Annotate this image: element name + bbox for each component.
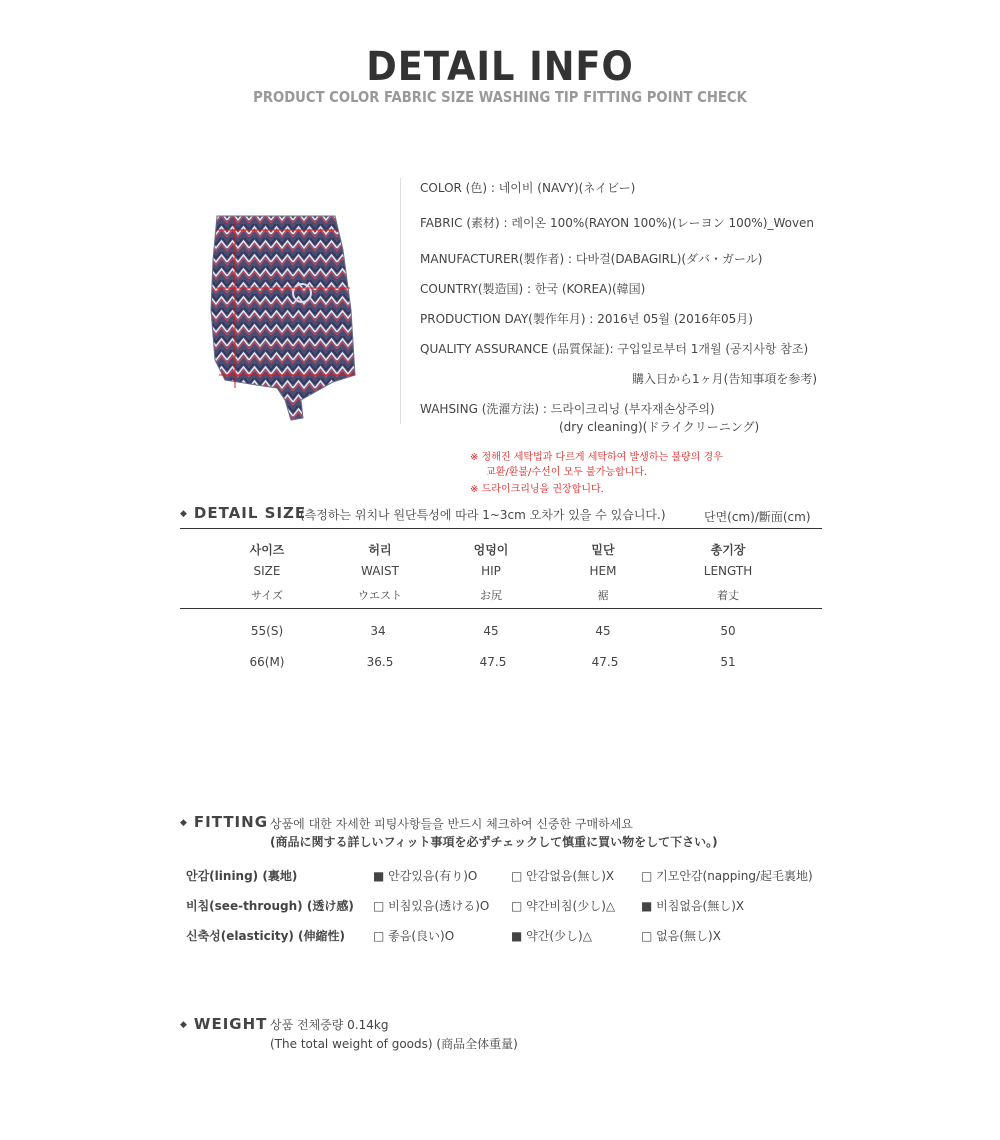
info-quality-jp: 購入日から1ヶ月(告知事項を参考) — [632, 372, 817, 386]
fitting-option: □ 좋음(良い)O — [373, 929, 455, 943]
size-unit: 단면(cm)/斷面(cm) — [704, 510, 811, 524]
table-cell: 47.5 — [591, 655, 619, 669]
th-kr-waist: 허리 — [368, 543, 392, 557]
fitting-option: □ 비침있음(透ける)O — [373, 899, 490, 913]
fitting-label-elasticity: 신축성(elasticity) (伸縮性) — [186, 929, 346, 943]
th-en-size: SIZE — [253, 564, 281, 578]
skirt-product-image — [205, 210, 365, 425]
fitting-option: □ 기모안감(napping/起毛裏地) — [641, 869, 813, 883]
info-washing: WAHSING (洗濯方法) : 드라이크리닝 (부자재손상주의) — [420, 402, 715, 416]
info-fabric: FABRIC (素材) : 레이온 100%(RAYON 100%)(レーヨン 100%)_Woven — [420, 216, 815, 230]
th-kr-hip: 엉덩이 — [473, 543, 509, 557]
divider-line — [400, 178, 401, 424]
table-cell: 47.5 — [479, 655, 507, 669]
info-color: COLOR (色) : 네이비 (NAVY)(ネイビー) — [420, 181, 636, 195]
fitting-label-lining: 안감(lining) (裏地) — [186, 869, 298, 883]
diamond-bullet-icon: ◆ — [180, 1020, 188, 1030]
table-cell: 51 — [720, 655, 736, 669]
size-note: (측정하는 위치나 원단특성에 따라 1~3cm 오차가 있을 수 있습니다.) — [300, 508, 666, 522]
fitting-option: ■ 비침없음(無し)X — [641, 899, 745, 913]
fitting-option: ■ 약간(少し)△ — [511, 929, 592, 943]
diamond-bullet-icon: ◆ — [180, 509, 188, 519]
th-jp-hem: 裾 — [597, 589, 609, 602]
th-kr-size: 사이즈 — [249, 543, 285, 557]
table-cell: 55(S) — [250, 624, 284, 638]
table-top-rule — [180, 528, 822, 529]
table-cell: 45 — [483, 624, 499, 638]
table-cell: 66(M) — [249, 655, 285, 669]
th-jp-length: 着丈 — [717, 589, 739, 602]
th-en-waist: WAIST — [361, 564, 399, 578]
warning-line-3: ※ 드라이크리닝을 권장합니다. — [470, 484, 604, 495]
page-title: DETAIL INFO — [366, 44, 634, 90]
th-en-hem: HEM — [589, 564, 617, 578]
table-cell: 50 — [720, 624, 736, 638]
detail-size-heading: ◆ DETAIL SIZE — [180, 504, 307, 522]
warning-line-1: ※ 정해진 세탁법과 다르게 세탁하여 발생하는 불량의 경우 — [470, 452, 723, 463]
th-jp-hip: お尻 — [480, 589, 502, 602]
table-cell: 36.5 — [366, 655, 394, 669]
warning-line-2: 교환/환불/수선이 모두 불가능합니다. — [486, 467, 648, 478]
table-cell: 34 — [370, 624, 386, 638]
fitting-label-see-through: 비침(see-through) (透け感) — [186, 899, 354, 913]
page-subtitle: PRODUCT COLOR FABRIC SIZE WASHING TIP FITTING POINT CHECK — [253, 88, 747, 106]
th-kr-length: 총기장 — [710, 543, 746, 557]
fitting-option: □ 없음(無し)X — [641, 929, 721, 943]
info-country: COUNTRY(製造国) : 한국 (KOREA)(韓国) — [420, 282, 646, 296]
fitting-option: □ 안감없음(無し)X — [511, 869, 615, 883]
th-jp-waist: ウエスト — [358, 589, 402, 602]
info-quality: QUALITY ASSURANCE (品質保証): 구입일로부터 1개월 (공지사항 참조) — [420, 342, 809, 356]
weight-en: (The total weight of goods) (商品全体重量) — [270, 1037, 518, 1051]
th-en-hip: HIP — [481, 564, 501, 578]
fitting-desc-kr: 상품에 대한 자세한 피팅사항들을 반드시 체크하여 신중한 구매하세요 — [270, 817, 633, 831]
fitting-heading: ◆ FITTING — [180, 813, 269, 831]
diamond-bullet-icon: ◆ — [180, 818, 188, 828]
info-washing-jp: (dry cleaning)(ドライクリーニング) — [559, 420, 760, 434]
th-jp-size: サイズ — [250, 589, 284, 602]
info-production: PRODUCTION DAY(製作年月) : 2016년 05월 (2016年05月) — [420, 312, 753, 326]
info-manufacturer: MANUFACTURER(製作者) : 다바걸(DABAGIRL)(ダバ・ガール) — [420, 252, 763, 266]
weight-kr: 상품 전체중량 0.14kg — [270, 1018, 389, 1032]
fitting-desc-jp: (商品に関する詳しいフィット事項を必ずチェックして慎重に買い物をして下さい。) — [270, 835, 718, 849]
th-en-length: LENGTH — [703, 564, 753, 578]
weight-heading: ◆ WEIGHT — [180, 1015, 268, 1033]
table-cell: 45 — [595, 624, 611, 638]
table-header-rule — [180, 608, 822, 609]
fitting-option: ■ 안감있음(有り)O — [373, 869, 478, 883]
fitting-option: □ 약간비침(少し)△ — [511, 899, 616, 913]
th-kr-hem: 밑단 — [591, 543, 615, 557]
